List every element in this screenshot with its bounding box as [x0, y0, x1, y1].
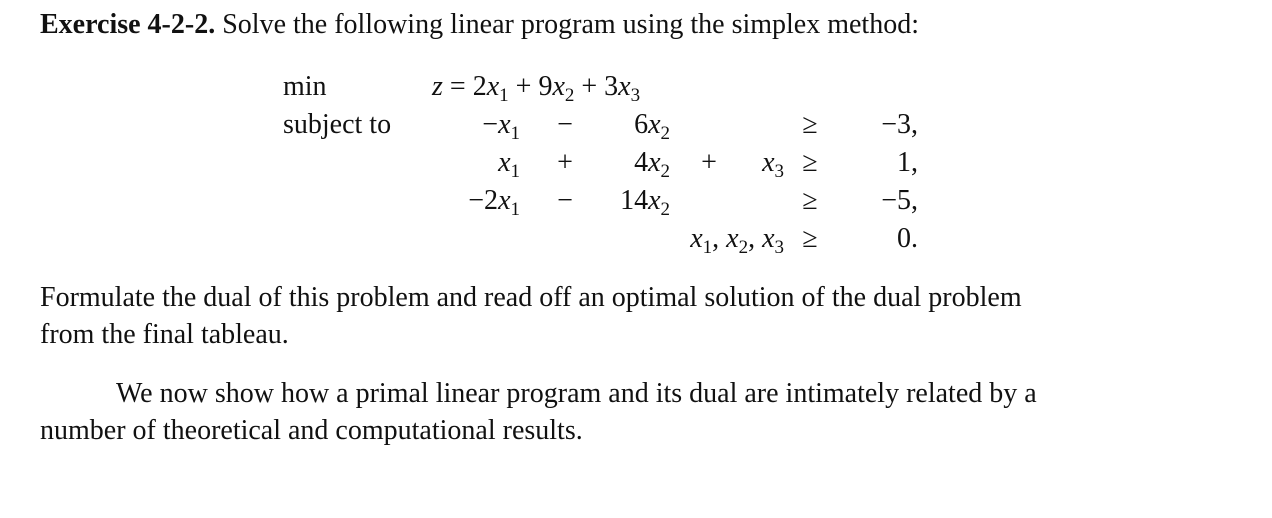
rhs: 0. — [897, 223, 918, 254]
term-x2: $14x_2$ — [620, 185, 670, 220]
exercise-heading: Exercise 4-2-2. — [40, 9, 216, 40]
term-x1: $-2x_1$ — [468, 185, 520, 220]
rhs: −3, — [881, 109, 918, 140]
rhs: −5, — [881, 185, 918, 216]
operator: + — [557, 147, 573, 178]
paragraph-line-1: We now show how a primal linear program and its dual are intimately related by a — [116, 378, 1037, 409]
exercise-title — [40, 7, 919, 43]
relation: ≥ — [802, 185, 818, 216]
task-line-2: from the final tableau. — [40, 319, 289, 350]
term-x2: $6x_2$ — [634, 109, 670, 144]
relation: ≥ — [802, 223, 818, 254]
subject-to-label: subject to — [283, 109, 392, 140]
min-label: min — [283, 71, 327, 102]
term-x1: $x_1$ — [498, 147, 520, 182]
operator: − — [557, 185, 573, 216]
term-x2: $4x_2$ — [634, 147, 670, 182]
objective-function: $z = 2x_1 + 9x_2 + 3x_3$ — [432, 71, 641, 106]
paragraph-line-2: number of theoretical and computational results. — [40, 415, 583, 446]
exercise-prompt: Solve the following linear program using the simplex method: — [222, 9, 919, 40]
operator: − — [557, 109, 573, 140]
operator: + — [701, 147, 717, 178]
relation: ≥ — [802, 109, 818, 140]
task-line-1: Formulate the dual of this problem and read off an optimal solution of the dual problem — [40, 282, 1022, 313]
term-x3: $x_3$ — [762, 147, 784, 182]
rhs: 1, — [897, 147, 918, 178]
relation: ≥ — [802, 147, 818, 178]
term-x1: $-x_1$ — [482, 109, 520, 144]
nonneg-vars: $x_1$, $x_2$, $x_3$ — [690, 223, 784, 258]
